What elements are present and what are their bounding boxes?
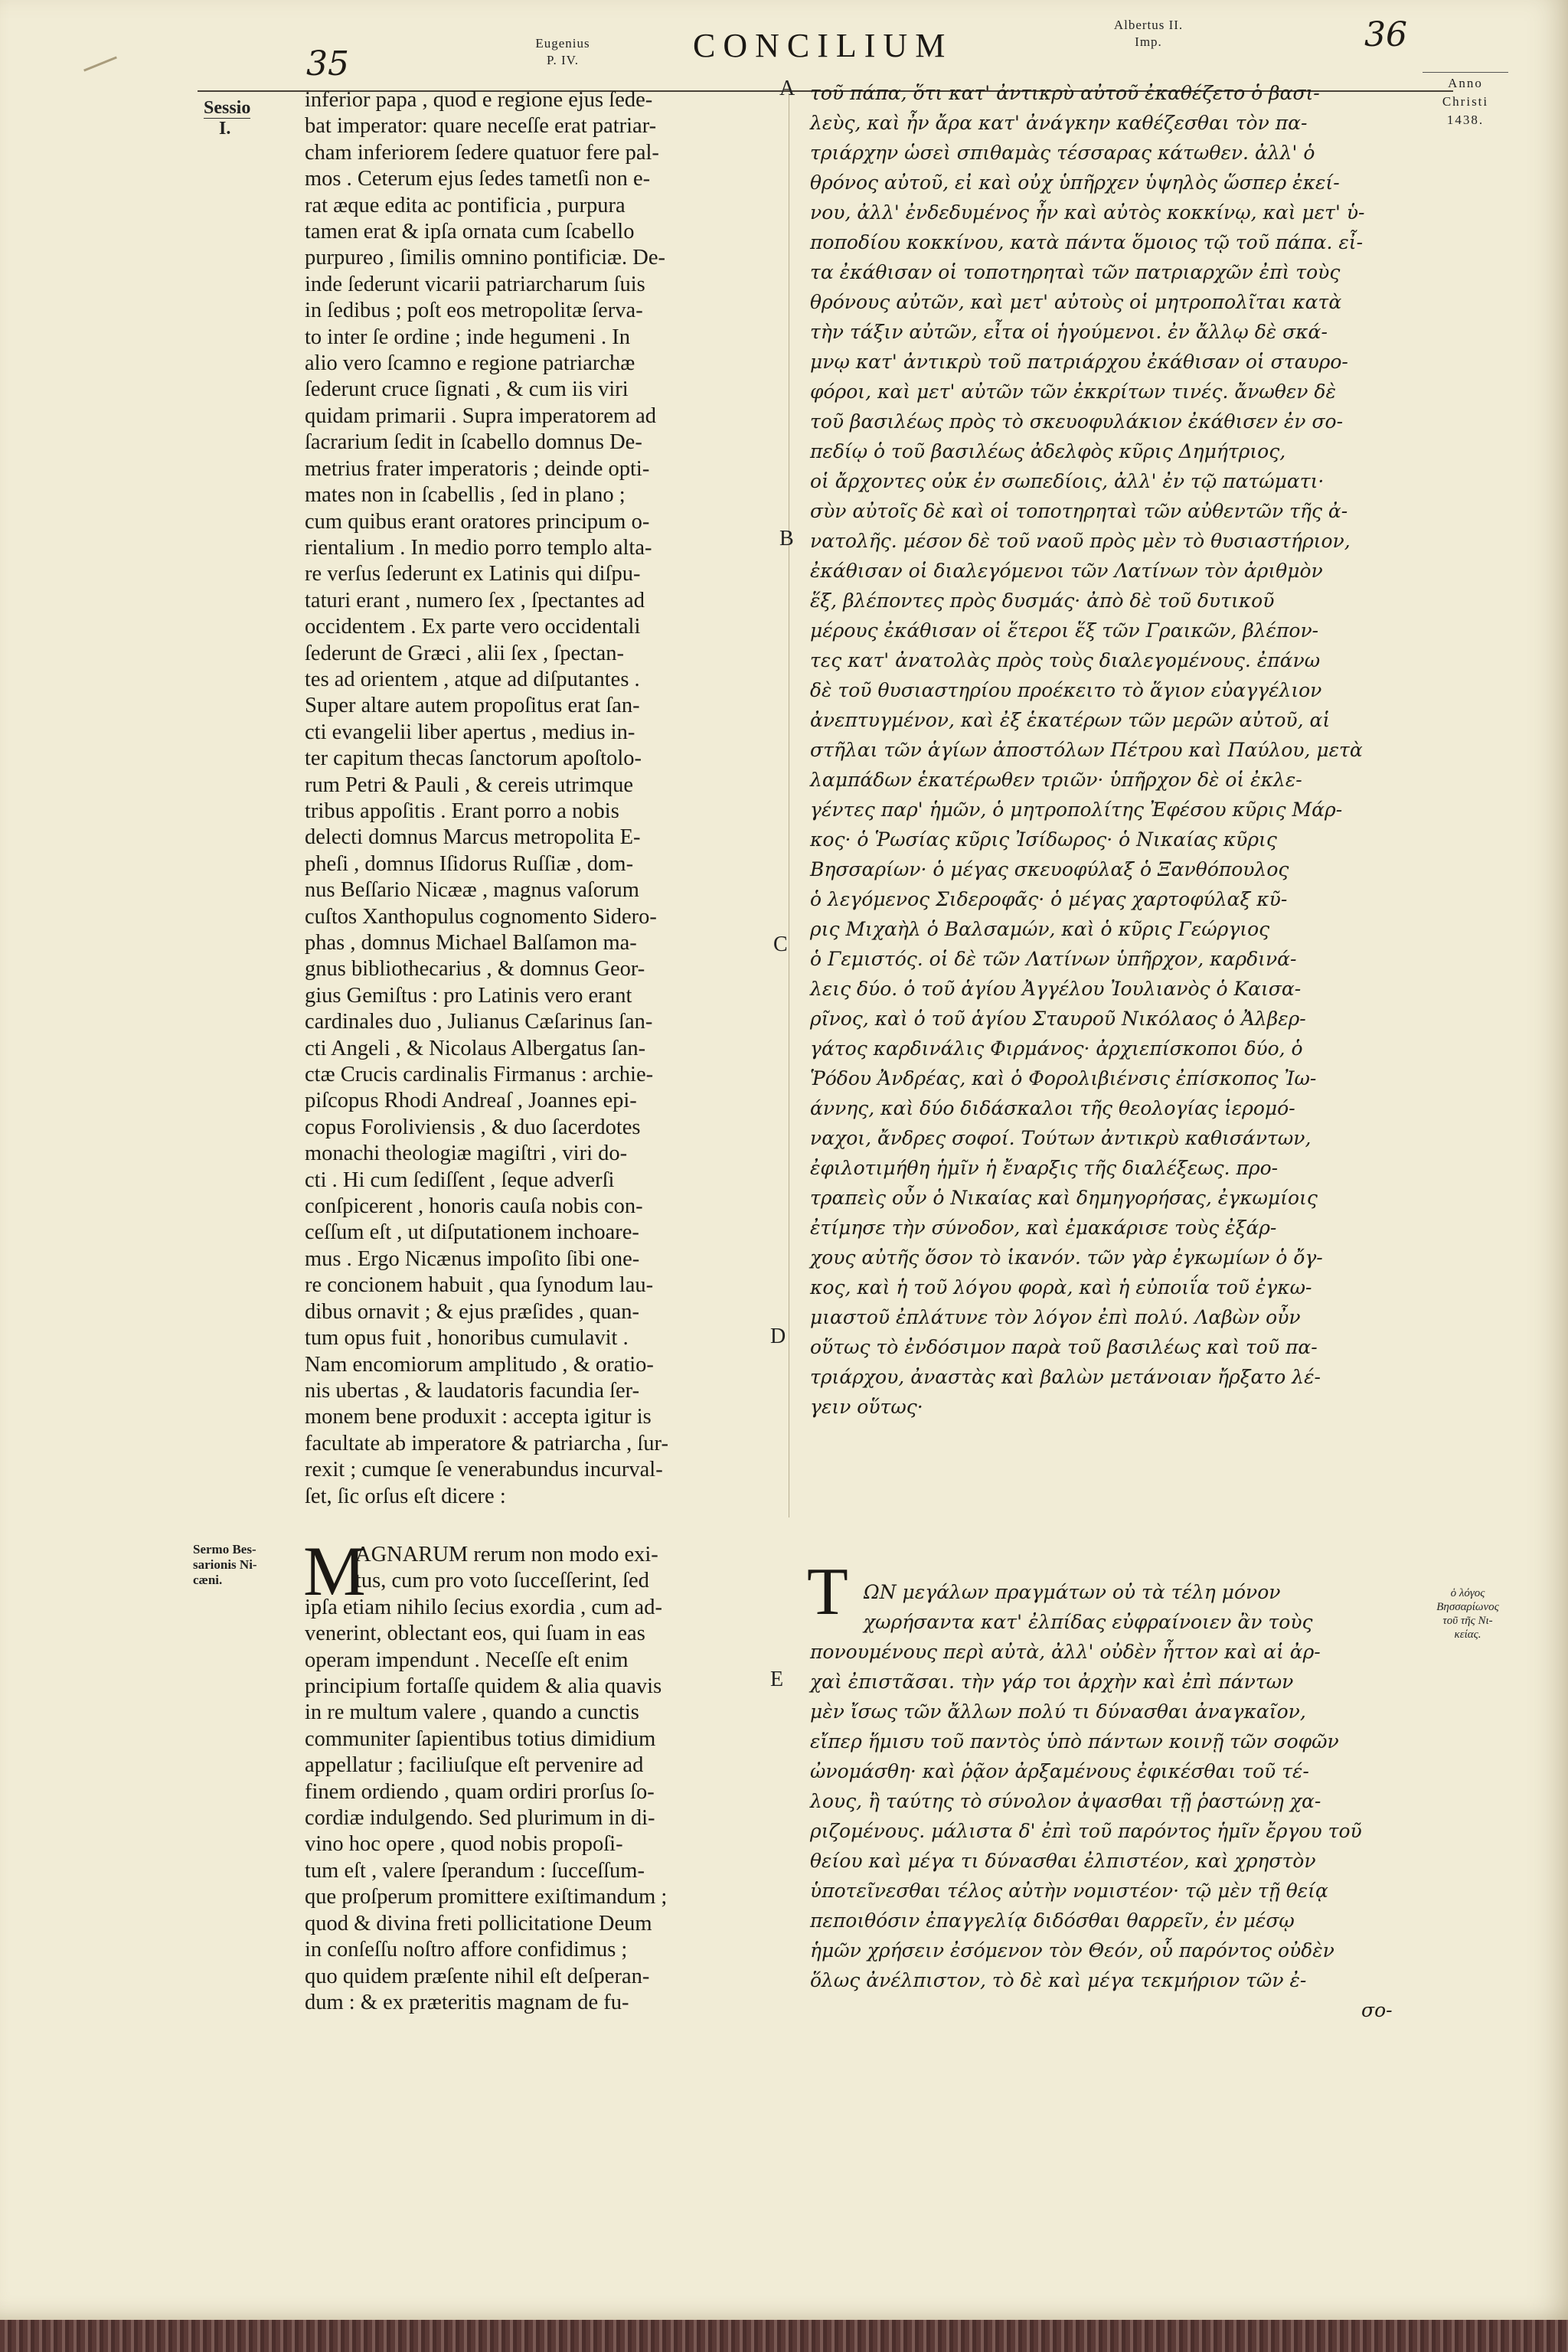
greek-line: νου, ἀλλ' ἐνδεδυμένος ἦν καὶ αὐτὸς κοκκίνῳ, καὶ μετ' ὑ- — [810, 201, 1365, 224]
right-header-label — [1095, 17, 1202, 51]
greek-note-line-1: ὁ λόγος — [1450, 1587, 1485, 1599]
greek-column-top — [810, 78, 1415, 1422]
latin-line: ceſſum eſt , ut diſputationem inchoare- — [305, 1220, 639, 1245]
latin-sermon-line: operam impendunt . Neceſſe eſt enim — [305, 1648, 629, 1672]
left-label-line-2: P. IV. — [546, 53, 580, 67]
greek-line: τραπεὶς οὖν ὁ Νικαίας καὶ δημηγορήσας, ἐγκωμίοις — [810, 1187, 1318, 1209]
latin-line: rexit ; cumque ſe venerabundus incurval- — [305, 1458, 663, 1482]
greek-line: δὲ τοῦ θυσιαστηρίου προέκειτο τὸ ἅγιον εὐαγγέλιον — [810, 679, 1322, 701]
latin-line: cti Angeli , & Nicolaus Albergatus ſan- — [305, 1036, 646, 1060]
sermo-note — [193, 1542, 257, 1588]
greek-line: θρόνος αὐτοῦ, εἰ καὶ οὐχ ὑπῆρχεν ὑψηλὸς ὥσπερ ἐκεί- — [810, 172, 1340, 194]
greek-note-line-3: τοῦ τῆς Νι- — [1442, 1615, 1493, 1627]
greek-line: μνῳ κατ' ἀντικρὺ τοῦ πατριάρχου ἐκάθισαν οἱ σταυρο- — [810, 351, 1348, 373]
latin-sermon-line: quo quidem præſente nihil eſt deſperan- — [305, 1964, 650, 1988]
latin-line: cum quibus erant oratores principum o- — [305, 509, 650, 534]
greek-line: ναχοι, ἄνδρες σοφοί. Τούτων ἀντικρὺ καθισάντων, — [810, 1127, 1312, 1149]
latin-line: mus . Ergo Nicænus impoſito ſibi one- — [305, 1246, 640, 1271]
latin-sermon-line: que proſperum promittere exiſtimandum ; — [305, 1885, 668, 1909]
latin-line: facultate ab imperatore & patriarcha , ſur- — [305, 1431, 668, 1455]
greek-line: οἱ ἄρχοντες οὐκ ἐν σωπεδίοις, ἀλλ' ἐν τῷ πατώματι· — [810, 470, 1325, 492]
greek-sermon-first-line: ΩΝ μεγάλων πραγμάτων οὐ τὰ τέλη μόνον — [864, 1581, 1281, 1603]
greek-line: τοῦ πάπα, ὅτι κατ' ἀντικρὺ αὐτοῦ ἐκαθέζετο ὁ βασι- — [810, 82, 1320, 104]
sermo-line-3: cæni. — [193, 1573, 223, 1587]
greek-sermon-line: ὑποτεῖνεσθαι τέλος αὐτὴν νομιστέον· τῷ μὲν τῇ θείᾳ — [810, 1880, 1328, 1902]
greek-line: ἀνεπτυγμένον, καὶ ἐξ ἑκατέρων τῶν μερῶν αὐτοῦ, αἱ — [810, 709, 1331, 731]
latin-sermon-line: tus, cum pro voto ſucceſſerint, ſed — [355, 1569, 649, 1593]
greek-margin-note — [1426, 1586, 1510, 1642]
latin-line: conſpicerent , honoris cauſa nobis con- — [305, 1194, 643, 1219]
latin-line: dibus ornavit ; & ejus præſides , quan- — [305, 1299, 639, 1324]
latin-line: rat æque edita ac pontificia , purpura — [305, 193, 626, 217]
greek-line: ἕξ, βλέποντες πρὸς δυσμάς· ἀπὸ δὲ τοῦ δυτικοῦ — [810, 590, 1275, 612]
marker-b: B — [779, 527, 794, 550]
greek-line: τοῦ βασιλέως πρὸς τὸ σκευοφυλάκιον ἐκάθισεν ἐν σο- — [810, 410, 1344, 433]
greek-catchword: σο- — [1361, 1999, 1393, 2021]
latin-line: ſacrarium ſedit in ſcabello domnus De- — [305, 430, 642, 455]
latin-sermon-line: in conſeſſu noſtro affore confidimus ; — [305, 1938, 628, 1962]
latin-sermon-line: communiter ſapientibus totius dimidium — [305, 1726, 656, 1751]
greek-line: φόροι, καὶ μετ' αὐτῶν τῶν ἐκκρίτων τινές. ἄνωθεν δὲ — [810, 381, 1336, 403]
latin-line: cuſtos Xanthopulus cognomento Sidero- — [305, 904, 657, 929]
latin-line: inde ſederunt vicarii patriarcharum ſuis — [305, 272, 645, 296]
latin-drop-capital: M — [303, 1532, 366, 1610]
greek-line: λεὺς, καὶ ἦν ἄρα κατ' ἀνάγκην καθέζεσθαι τὸν πα- — [810, 112, 1308, 134]
sessio-number: I. — [219, 119, 231, 139]
latin-sermon — [303, 1532, 784, 2016]
latin-line: Nam encomiorum amplitudo , & oratio- — [305, 1352, 654, 1377]
latin-line: cti . Hi cum ſediſſent , ſeque adverſi — [305, 1168, 615, 1192]
latin-line: gnus bibliothecarius , & domnus Geor- — [305, 957, 645, 982]
latin-line: copus Foroliviensis , & duo ſacerdotes — [305, 1115, 641, 1139]
greek-line: ἐκάθισαν οἱ διαλεγόμενοι τῶν Λατίνων τὸν ἀριθμὸν — [810, 560, 1323, 582]
greek-line: ἐφιλοτιμήθη ἡμῖν ἡ ἔναρξις τῆς διαλέξεως. προ- — [810, 1157, 1279, 1179]
right-page-number: 36 — [1364, 15, 1407, 54]
latin-line: to inter ſe ordine ; inde hegumeni . In — [305, 325, 631, 349]
latin-line: cti evangelii liber apertus , medius in- — [305, 720, 635, 744]
latin-line: inferior papa , quod e regione ejus ſede- — [305, 88, 653, 112]
latin-sermon-line: quod & divina freti pollicitatione Deum — [305, 1911, 652, 1936]
greek-line: κος, καὶ ἡ τοῦ λόγου φορὰ, καὶ ἡ εὐποιΐα τοῦ ἐγκω- — [810, 1276, 1312, 1298]
greek-line: ὁ Γεμιστός. οἱ δὲ τῶν Λατίνων ὑπῆρχον, καρδινά- — [810, 948, 1297, 970]
greek-sermon-line: ὅλως ἀνέλπιστον, τὸ δὲ καὶ μέγα τεκμήριον τῶν ἐ- — [810, 1969, 1307, 1991]
latin-line: Super altare autem propoſitus erat ſan- — [305, 694, 640, 718]
greek-sermon-line: ριζομένους. μάλιστα δ' ἐπὶ τοῦ παρόντος ἡμῖν ἔργου τοῦ — [810, 1820, 1362, 1842]
latin-line: nis ubertas , & laudatoris facundia ſer- — [305, 1378, 640, 1403]
latin-line: tum opus fuit , honoribus cumulavit . — [305, 1326, 629, 1351]
latin-sermon-line: venerint, oblectant eos, qui ſuam in eas — [305, 1622, 645, 1646]
greek-line: οὕτως τὸ ἐνδόσιμον παρὰ τοῦ βασιλέως καὶ τοῦ πα- — [810, 1336, 1318, 1358]
latin-line: quidam primarii . Supra imperatorem ad — [305, 403, 657, 428]
greek-sermon-line: χαὶ ἐπιστᾶσαι. τὴν γάρ τοι ἀρχὴν καὶ ἐπὶ πάντων — [810, 1671, 1294, 1693]
anno-christi-box — [1423, 70, 1508, 129]
latin-line: re concionem habuit , qua ſynodum lau- — [305, 1273, 654, 1298]
latin-line: ter capitum thecas ſanctorum apoſtolo- — [305, 746, 642, 771]
greek-line: Βησσαρίων· ὁ μέγας σκευοφύλαξ ὁ Ξανθόπουλος — [810, 858, 1289, 880]
greek-line: τριάρχην ὡσεὶ σπιθαμὰς τέσσαρας κάτωθεν. ἀλλ' ὁ — [810, 142, 1315, 164]
greek-sermon-line: μὲν ἴσως τῶν ἄλλων πολύ τι δύνασθαι ἀναγκαῖον, — [810, 1700, 1306, 1723]
greek-sermon-line: λους, ἢ ταύτης τὸ σύνολον ἀψασθαι τῇ ῥαστώνῃ χα- — [810, 1790, 1321, 1812]
latin-line: tes ad orientem , atque ad diſputantes . — [305, 667, 640, 691]
greek-line: τὴν τάξιν αὐτῶν, εἶτα οἱ ἡγούμενοι. ἐν ἄλλῳ δὲ σκά- — [810, 321, 1328, 343]
greek-line: νατολῆς. μέσον δὲ τοῦ ναοῦ πρὸς μὲν τὸ θυσιαστήριον, — [810, 530, 1351, 552]
anno-year: 1438. — [1446, 113, 1485, 127]
greek-line: γέντες παρ' ἡμῶν, ὁ μητροπολίτης Ἐφέσου κῦρις Μάρ- — [810, 799, 1343, 821]
marker-e: E — [770, 1668, 784, 1691]
latin-sermon-line: ipſa etiam nihilo ſecius exordia , cum ad- — [305, 1595, 662, 1619]
latin-line: bat imperator: quare neceſſe erat patriar- — [305, 114, 657, 139]
marker-a: A — [779, 77, 795, 100]
latin-line: ſederunt cruce ſignati , & cum iis viri — [305, 377, 629, 402]
latin-line: purpureo , ſimilis omnino pontificiæ. De- — [305, 246, 665, 270]
pencil-mark — [83, 56, 117, 71]
greek-line: Ῥόδου Ἀνδρέας, καὶ ὁ Φορολιβιένσις ἐπίσκοπος Ἰω- — [810, 1067, 1317, 1089]
greek-line: μέρους ἐκάθισαν οἱ ἕτεροι ἕξ τῶν Γραικῶν, βλέπον- — [810, 619, 1319, 642]
greek-line: γειν οὕτως· — [810, 1396, 923, 1418]
christi-label: Christi — [1442, 94, 1489, 109]
greek-sermon-line: θείου καὶ μέγα τι δύνασθαι ἐλπιστέον, καὶ χρηστὸν — [810, 1850, 1316, 1872]
greek-line: λεις δύο. ὁ τοῦ ἁγίου Ἀγγέλου Ἰουλιανὸς ὁ Καισα- — [810, 978, 1302, 1000]
latin-line: ctæ Crucis cardinalis Firmanus : archie- — [305, 1063, 654, 1087]
greek-line: γάτος καρδινάλις Φιρμάνος· ἀρχιεπίσκοποι δύο, ὁ — [810, 1037, 1303, 1060]
right-label-line-1: Albertus II. — [1113, 18, 1184, 32]
greek-line: ἐτίμησε τὴν σύνοδον, καὶ ἐμακάρισε τοὺς ἐξάρ- — [810, 1217, 1277, 1239]
latin-line: occidentem . Ex parte vero occidentali — [305, 615, 641, 639]
greek-note-line-2: Βησσαρίωνος — [1436, 1601, 1499, 1613]
sermo-line-1: Sermo Bes- — [193, 1542, 256, 1557]
latin-line: rientalium . In medio porro templo alta- — [305, 535, 652, 560]
latin-line: mates non in ſcabellis , ſed in plano ; — [305, 483, 626, 508]
latin-line: re verſus ſederunt ex Latinis qui diſpu- — [305, 562, 641, 586]
left-page-number: 35 — [306, 44, 349, 83]
sermo-line-2: sarionis Ni- — [193, 1557, 257, 1572]
latin-sermon-line: tum eſt , valere ſperandum : ſucceſſum- — [305, 1858, 645, 1883]
greek-sermon-line: ὠνομάσθη· καὶ ῥᾷον ἀρξαμένους ἐφικέσθαι τοῦ τέ- — [810, 1760, 1309, 1782]
latin-column-top — [305, 87, 781, 1510]
greek-line: τες κατ' ἀνατολὰς πρὸς τοὺς διαλεγομένους. ἐπάνω — [810, 649, 1321, 671]
greek-line: μιαστοῦ ἐπλάτυνε τὸν λόγον ἐπὶ πολύ. Λαβὼν οὖν — [810, 1306, 1301, 1328]
latin-line: rum Petri & Pauli , & cereis utrimque — [305, 773, 634, 797]
running-title: CONCILIUM — [693, 27, 953, 64]
greek-line: λαμπάδων ἑκατέρωθεν τριῶν· ὑπῆρχον δὲ οἱ ἐκλε- — [810, 769, 1302, 791]
greek-sermon-line: ἡμῶν χρήσειν ἐσόμενον τὸν Θεόν, οὗ παρόντος οὐδὲν — [810, 1939, 1334, 1962]
greek-line: τα ἐκάθισαν οἱ τοποτηρηταὶ τῶν πατριαρχῶν ἐπὶ τοὺς — [810, 261, 1341, 283]
greek-line: κος· ὁ Ῥωσίας κῦρις Ἰσίδωρος· ὁ Νικαίας κῦρις — [810, 828, 1277, 851]
right-label-line-2: Imp. — [1135, 34, 1162, 49]
latin-sermon-first-line: AGNARUM rerum non modo exi- — [355, 1543, 658, 1566]
latin-sermon-line: vino hoc opere , quod nobis propoſi- — [305, 1832, 623, 1857]
marker-c: C — [773, 933, 788, 956]
latin-line: metrius frater imperatoris ; deinde opti- — [305, 456, 650, 481]
latin-line: monachi theologiæ magiſtri , viri do- — [305, 1142, 628, 1166]
greek-line: ποποδίου κοκκίνου, κατὰ πάντα ὅμοιος τῷ τοῦ πάπα. εἶ- — [810, 231, 1364, 253]
latin-line: tribus appoſitis . Erant porro a nobis — [305, 799, 619, 823]
latin-line: cham inferiorem ſedere quatuor fere pal- — [305, 140, 659, 165]
latin-sermon-line: principium fortaſſe quidem & alia quavis — [305, 1674, 662, 1699]
latin-line: cardinales duo , Julianus Cæſarinus ſan- — [305, 1010, 653, 1034]
latin-sermon-line: cordiæ indulgendo. Sed plurimum in di- — [305, 1806, 655, 1831]
latin-sermon-line: dum : & ex præteritis magnam de fu- — [305, 1990, 629, 2014]
latin-line: tamen erat & ipſa ornata cum ſcabello — [305, 220, 635, 244]
greek-line: σὺν αὐτοῖς δὲ καὶ οἱ τοποτηρηταὶ τῶν αὐθεντῶν τῆς ἀ- — [810, 500, 1348, 522]
latin-line: nus Beſſario Nicææ , magnus vaſorum — [305, 878, 639, 903]
anno-label: Anno — [1448, 76, 1483, 90]
greek-note-line-4: κείας. — [1454, 1628, 1481, 1641]
greek-line: ρις Μιχαὴλ ὁ Βαλσαμών, καὶ ὁ κῦρις Γεώργιος — [810, 918, 1270, 940]
greek-sermon-line: εἴπερ ἥμισυ τοῦ παντὸς ὑπὸ πάντων κοινῇ τῶν σοφῶν — [810, 1730, 1339, 1753]
book-binding-edge — [0, 2320, 1568, 2352]
latin-line: alio vero ſcamno e regione patriarchæ — [305, 351, 635, 376]
latin-sermon-line: in re multum valere , quando a cunctis — [305, 1700, 639, 1725]
latin-line: ſet, ſic orſus eſt dicere : — [305, 1484, 506, 1508]
sessio-note — [204, 98, 250, 139]
left-label-line-1: Eugenius — [535, 36, 590, 51]
greek-sermon-line: πονουμένους περὶ αὐτὰ, ἀλλ' οὐδὲν ἧττον καὶ αἱ ἀρ- — [810, 1641, 1321, 1663]
latin-line: pheſi , domnus Iſidorus Ruſſiæ , dom- — [305, 851, 634, 876]
greek-line: ὁ λεγόμενος Σιδεροφᾶς· ὁ μέγας χαρτοφύλαξ κῦ- — [810, 888, 1288, 910]
marker-d: D — [770, 1325, 786, 1348]
greek-line: ρῖνος, καὶ ὁ τοῦ ἁγίου Σταυροῦ Νικόλαος ὁ Ἀλβερ- — [810, 1008, 1306, 1030]
left-header-label — [528, 35, 597, 69]
latin-line: in ſedibus ; poſt eos metropolitæ ſerva- — [305, 299, 643, 323]
greek-line: πεδίῳ ὁ τοῦ βασιλέως ἀδελφὸς κῦρις Δημήτριος, — [810, 440, 1286, 462]
latin-line: piſcopus Rhodi Andreaſ , Joannes epi- — [305, 1089, 637, 1113]
latin-line: mos . Ceterum ejus ſedes tametſi non e- — [305, 167, 651, 191]
latin-sermon-line: appellatur ; faciliuſque eſt pervenire ad — [305, 1753, 644, 1778]
latin-line: gius Gemiſtus : pro Latinis vero erant — [305, 983, 632, 1008]
greek-sermon-line: πεποιθόσιν ἐπαγγελίᾳ διδόσθαι θαρρεῖν, ἐν μέσῳ — [810, 1909, 1295, 1932]
greek-line: άννης, καὶ δύο διδάσκαλοι τῆς θεολογίας ἱερομό- — [810, 1097, 1295, 1119]
latin-line: taturi erant , numero ſex , ſpectantes ad — [305, 588, 645, 612]
latin-line: ſederunt de Græci , alii ſex , ſpectan- — [305, 641, 625, 665]
sessio-label: Sessio — [204, 98, 251, 118]
greek-line: στῆλαι τῶν ἁγίων ἀποστόλων Πέτρου καὶ Παύλου, μετὰ — [810, 739, 1363, 761]
greek-line: τριάρχου, ἀναστὰς καὶ βαλὼν μετάνοιαν ἤρξατο λέ- — [810, 1366, 1321, 1388]
greek-line: χους αὐτῆς ὅσον τὸ ἱκανόν. τῶν γὰρ ἐγκωμίων ὁ ὄγ- — [810, 1246, 1323, 1269]
greek-sermon — [810, 1577, 1415, 2025]
greek-drop-capital: T — [807, 1555, 848, 1629]
latin-line: monem bene produxit : accepta igitur is — [305, 1405, 652, 1429]
latin-line: phas , domnus Michael Balſamon ma- — [305, 931, 637, 955]
latin-sermon-line: finem ordiendo , quam ordiri prorſus ſo- — [305, 1779, 655, 1804]
greek-line: θρόνους αὐτῶν, καὶ μετ' αὐτοὺς οἱ μητροπολῖται κατὰ — [810, 291, 1342, 313]
latin-line: delecti domnus Marcus metropolita E- — [305, 825, 641, 850]
greek-sermon-line: χωρήσαντα κατ' ἐλπίδας εὐφραίνοιεν ἂν τοὺς — [864, 1611, 1313, 1633]
